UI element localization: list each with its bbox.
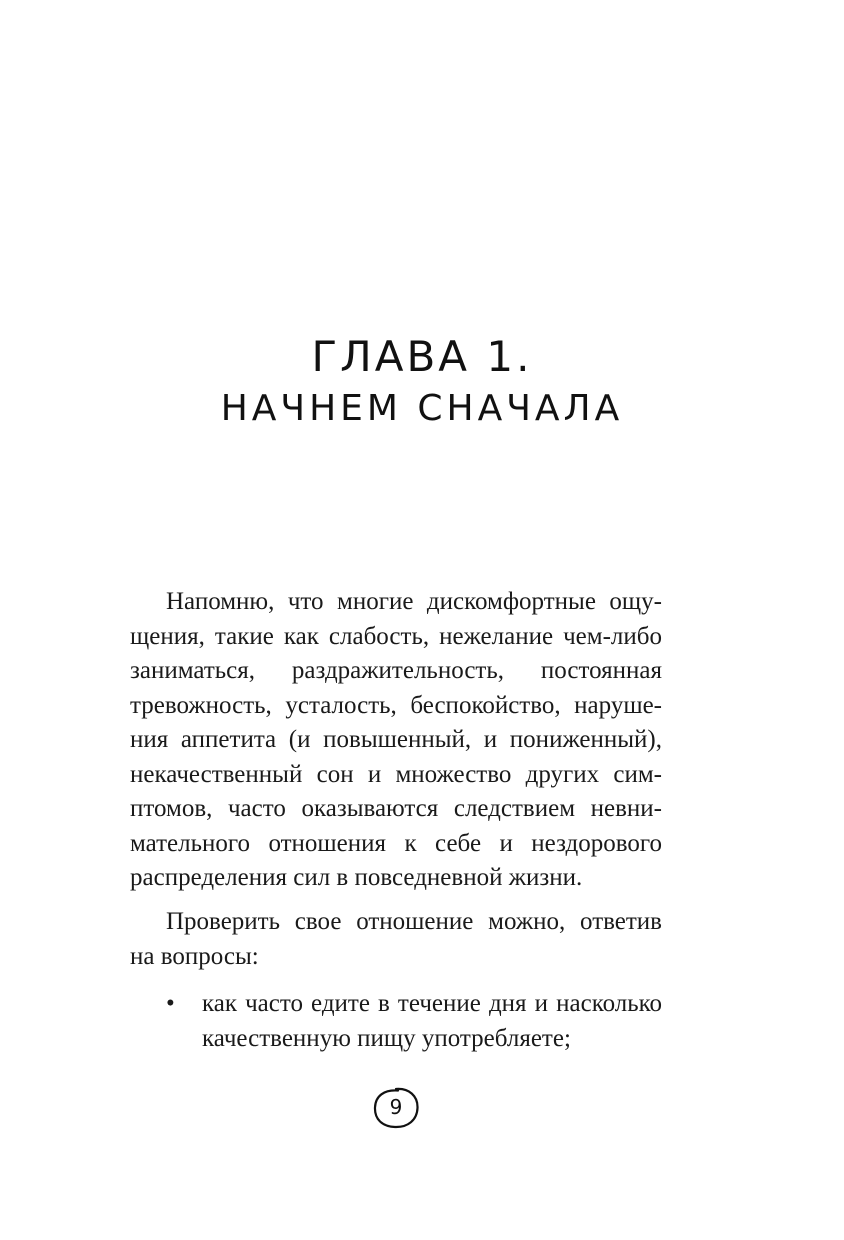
list-item-line: как часто едите в течение дня и насколько: [202, 990, 662, 1017]
paragraph-1: [130, 585, 662, 896]
bullet-list: [130, 987, 662, 1056]
paragraph-line: тревожность, усталость, беспокойство, наруше-: [130, 691, 662, 719]
paragraph-line: заниматься, раздражительность, постоянная: [130, 657, 662, 684]
page-number-badge: [372, 1086, 420, 1130]
bullet-marker: •: [166, 990, 175, 1017]
paragraph-line: птомов, часто оказываются следствием невни-: [130, 795, 662, 822]
paragraph-line: мательного отношения к себе и нездорового: [130, 829, 662, 857]
paragraph-line: Напомню, что многие дискомфортные ощу-: [166, 588, 662, 615]
list-item-line: качественную пищу употребляете;: [202, 1024, 571, 1052]
paragraph-line: на вопросы:: [130, 942, 259, 970]
paragraph-line: щения, такие как слабость, нежелание чем-либо: [130, 622, 662, 650]
paragraph-2: [130, 905, 662, 974]
paragraph-line: распределения сил в повседневной жизни.: [130, 864, 583, 891]
paragraph-line: некачественный сон и множество других сим-: [130, 760, 662, 788]
page-number: 9: [389, 1095, 403, 1119]
paragraph-line: Проверить свое отношение можно, ответив: [166, 908, 662, 935]
chapter-title-line2: НАЧНЕМ СНАЧАЛА: [220, 388, 624, 429]
paragraph-line: ния аппетита (и повышенный, и пониженный),: [130, 726, 662, 753]
list-item: [130, 987, 662, 1056]
chapter-title-line1: ГЛАВА 1.: [311, 332, 533, 381]
